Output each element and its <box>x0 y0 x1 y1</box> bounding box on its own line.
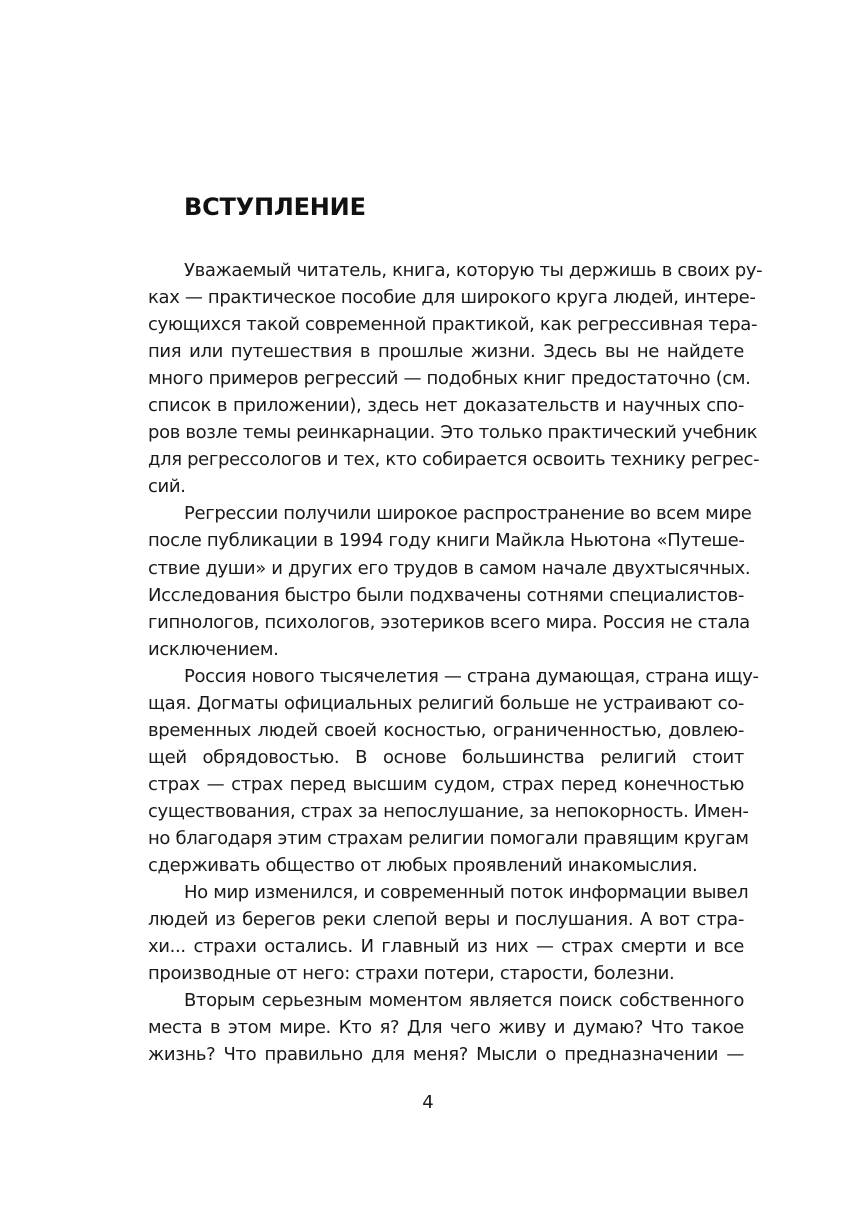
text-line: ров возле темы реинкарнации. Это только практический учебник <box>148 422 758 444</box>
text-line: щей обрядовостью. В основе большинства религий стоит <box>148 746 744 768</box>
text-line: для регрессологов и тех, кто собирается освоить технику регрес- <box>148 449 760 471</box>
text-line: гипнологов, психологов, эзотериков всего мира. Россия не стала <box>148 611 750 633</box>
text-line: сующихся такой современной практикой, как регрессивная тера- <box>148 314 758 336</box>
text-line: много примеров регрессий — подобных книг предостаточно (см. <box>148 368 751 390</box>
text-line: производные от него: страхи потери, старости, болезни. <box>148 963 675 985</box>
text-line: ках — практическое пособие для широкого круга людей, интере- <box>148 287 756 309</box>
paragraph <box>148 257 763 500</box>
text-line: но благодаря этим страхам религии помогали правящим кругам <box>148 827 749 849</box>
chapter-heading: ВСТУПЛЕНИЕ <box>184 193 366 221</box>
text-line: жизнь? Что правильно для меня? Мысли о предназначении — <box>148 1044 744 1066</box>
text-line: Регрессии получили широкое распространение во всем мире <box>184 503 752 525</box>
text-line: Вторым серьезным моментом является поиск собственного <box>184 990 744 1012</box>
text-line: список в приложении), здесь нет доказательств и научных спо- <box>148 395 744 417</box>
paragraph <box>148 663 759 879</box>
text-line: ствие души» и других его трудов в самом начале двухтысячных. <box>148 557 751 579</box>
text-line: людей из берегов реки слепой веры и послушания. А вот стра- <box>148 909 744 931</box>
text-line: страх — страх перед высшим судом, страх перед конечностью <box>148 773 744 795</box>
text-line: пия или путешествия в прошлые жизни. Здесь вы не найдете <box>148 341 744 363</box>
text-line: после публикации в 1994 году книги Майкла Ньютона «Путеше- <box>148 530 745 552</box>
page-number: 4 <box>422 1092 434 1113</box>
text-line: существования, страх за непослушание, за непокорность. Имен- <box>148 800 749 822</box>
paragraph <box>148 987 744 1068</box>
text-line: временных людей своей косностью, ограниченностью, довлею- <box>148 719 744 741</box>
text-line: исключением. <box>148 638 279 660</box>
text-line: щая. Догматы официальных религий больше не устраивают со- <box>148 692 744 714</box>
text-line: Россия нового тысячелетия — страна думающая, страна ищу- <box>184 665 759 687</box>
paragraph <box>148 500 752 662</box>
text-line: сдерживать общество от любых проявлений инакомыслия. <box>148 855 698 877</box>
text-line: хи... страхи остались. И главный из них — страх смерти и все <box>148 936 744 958</box>
text-line: Исследования быстро были подхвачены сотнями специалистов- <box>148 584 744 606</box>
text-line: Уважаемый читатель, книга, которую ты держишь в своих ру- <box>184 260 763 281</box>
text-line: места в этом мире. Кто я? Для чего живу и думаю? Что такое <box>148 1017 744 1039</box>
body-text <box>148 257 763 1068</box>
text-line: сий. <box>148 476 186 498</box>
text-line: Но мир изменился, и современный поток информации вывел <box>184 882 749 904</box>
paragraph <box>148 879 749 987</box>
